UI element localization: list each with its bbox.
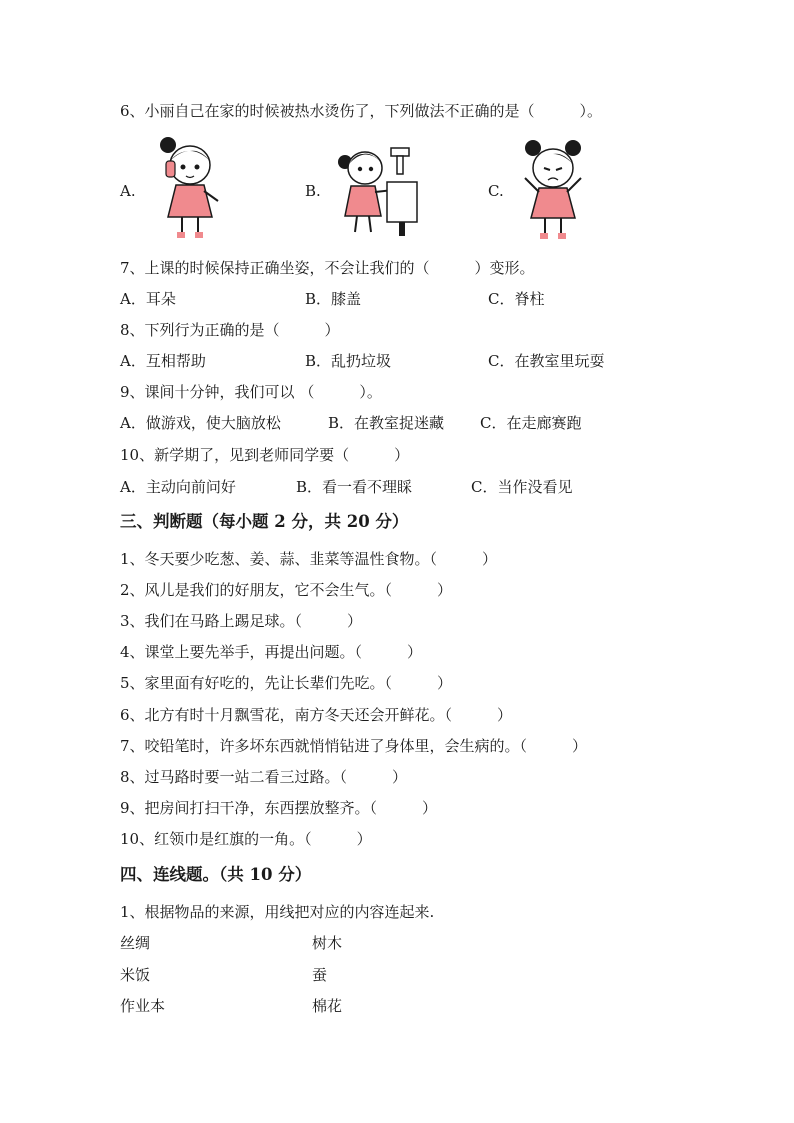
girl-on-phone-icon [148,135,228,243]
judge-item: 6、北方有时十月飘雪花，南方冬天还会开鲜花。（ ） [120,706,513,724]
q6-stem: 6、小丽自己在家的时候被热水烫伤了，下列做法不正确的是（ ）。 [120,102,603,120]
match-left-item: 作业本 [120,997,166,1015]
q10-stem: 10、新学期了，见到老师同学要（ ） [120,446,410,464]
q9-option-a: A．做游戏，使大脑放松 [120,414,281,432]
judge-item: 5、家里面有好吃的，先让长辈们先吃。（ ） [120,674,453,692]
girl-crying-icon [513,138,593,244]
q8-option-a: A．互相帮助 [120,352,206,370]
q7-option-b: B．膝盖 [305,290,362,308]
match-right-item: 棉花 [312,997,343,1015]
judge-item: 1、冬天要少吃葱、姜、蒜、韭菜等温性食物。（ ） [120,550,498,568]
matching-question: 1、根据物品的来源，用线把对应的内容连起来. [120,903,435,921]
q7-option-c: C．脊柱 [488,290,545,308]
judge-item: 9、把房间打扫干净，东西摆放整齐。（ ） [120,799,438,817]
judge-item: 4、课堂上要先举手，再提出问题。（ ） [120,643,423,661]
match-right-item: 树木 [312,934,343,952]
q10-option-a: A．主动向前问好 [120,478,236,496]
girl-washing-hand-at-tap-icon [333,140,423,240]
judge-item: 10、红领巾是红旗的一角。（ ） [120,830,372,848]
match-right-item: 蚕 [312,966,328,984]
judge-item: 2、风儿是我们的好朋友，它不会生气。（ ） [120,581,453,599]
q10-option-c: C．当作没看见 [471,478,573,496]
q7-stem: 7、上课的时候保持正确坐姿，不会让我们的（ ）变形。 [120,259,535,277]
judge-item: 3、我们在马路上踢足球。（ ） [120,612,363,630]
q8-option-c: C．在教室里玩耍 [488,352,605,370]
q6-option-a: A. [120,182,136,200]
q7-option-a: A．耳朵 [120,290,176,308]
match-left-item: 米饭 [120,966,151,984]
q8-option-b: B．乱扔垃圾 [305,352,392,370]
judge-item: 8、过马路时要一站二看三过路。（ ） [120,768,408,786]
q6-option-b: B. [305,182,321,200]
q8-stem: 8、下列行为正确的是（ ） [120,321,340,339]
section-3-title: 三、判断题（每小题 2 分，共 20 分） [120,512,409,531]
q6-option-c: C. [488,182,504,200]
match-left-item: 丝绸 [120,934,151,952]
q9-option-b: B．在教室捉迷藏 [328,414,445,432]
q9-option-c: C．在走廊赛跑 [480,414,582,432]
q10-option-b: B．看一看不理睬 [296,478,413,496]
section-4-title: 四、连线题。（共 10 分） [120,865,312,884]
judge-item: 7、咬铅笔时，许多坏东西就悄悄钻进了身体里，会生病的。（ ） [120,737,588,755]
q9-stem: 9、课间十分钟，我们可以 （ ）。 [120,383,382,401]
